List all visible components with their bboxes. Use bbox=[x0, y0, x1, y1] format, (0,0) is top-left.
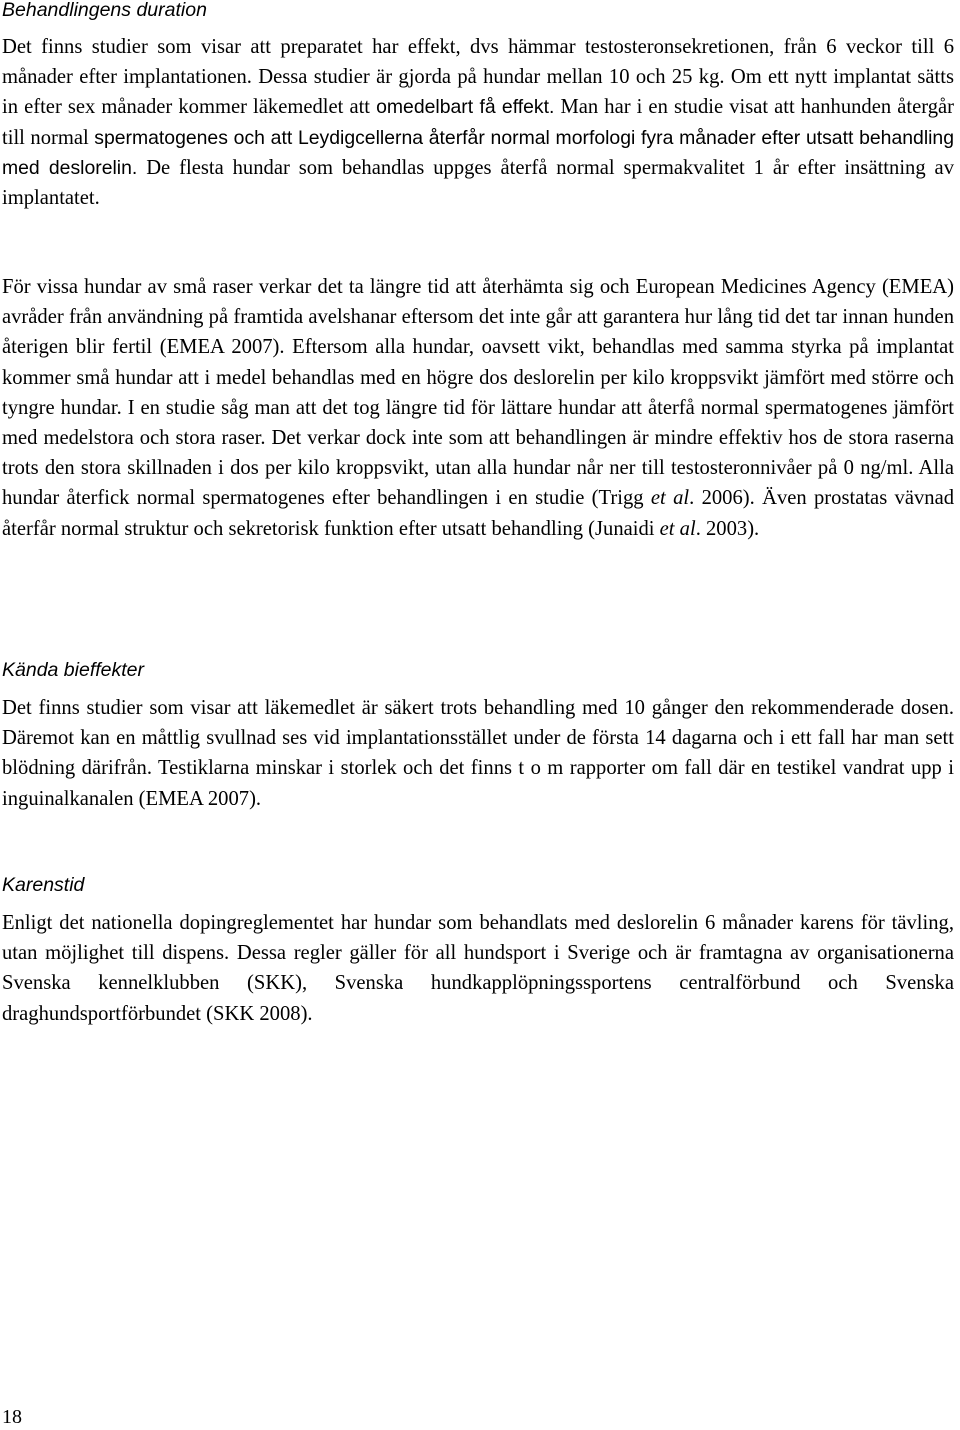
duration-paragraph-2 bbox=[2, 272, 954, 544]
duration-p2-text-a: För vissa hundar av små raser verkar det ta längre tid att återhämta sig och European Medicines Agency (EMEA) avråder från användning på framtida avelshanar eftersom det inte går att garantera hur lång tid det tar innan hunden återigen blir fertil (EMEA 2007). Eftersom alla hundar, oavsett vikt, behandlas med samma styrka på implantat kommer små hundar att i medel behandlas med en högre dos deslorelin per kilo kroppsvikt jämfört med större och tyngre hundar. I en studie såg man att det tog längre tid för lättare hundar att återfå normal spermatogenes jämfört med medelstora och stora raser. Det verkar dock inte som att behandlingen är mindre effektiv hos de stora raserna trots den stora skillnaden i dos per kilo kroppsvikt, utan alla hundar når ner till testosteronnivåer på 0 ng/ml. Alla hundar återfick normal spermatogenes efter behandlingen i en studie (Trigg bbox=[2, 276, 954, 510]
citation-et-al: et al bbox=[659, 517, 696, 540]
duration-p1-text-b: omedelbart få effekt. bbox=[376, 96, 555, 119]
side-effects-paragraph: Det finns studier som visar att läkemedlet är säkert trots behandling med 10 gånger den rekommenderade dosen. Däremot kan en måttlig svullnad ses vid implantationsstället under de första 14 dagarna och i ett fall har man sett blödning därifrån. Testiklarna minskar i storlek och det finns t o m rapporter om fall där en testikel vandrat upp i inguinalkanalen (EMEA 2007). bbox=[2, 697, 954, 810]
duration-p1-text-d: spermatogenes och att Leydigcellerna återfår normal morfologi fyra månader efter utsatt behandling med deslorelin. bbox=[2, 126, 954, 179]
section-heading-withdrawal: Karenstid bbox=[2, 874, 85, 896]
duration-p1-text-c: Man har i en studie visat att hanhunden återgår till normal bbox=[2, 96, 955, 149]
citation-et-al: et al bbox=[650, 487, 690, 510]
duration-paragraph-1 bbox=[2, 32, 954, 213]
page-number: 18 bbox=[2, 1406, 22, 1428]
duration-p2-text-b: . 2006). Även prostatas vävnad återfår normal struktur och sekretorisk funktion efter utsatt behandling (Junaidi bbox=[2, 487, 955, 540]
section-heading-duration: Behandlingens duration bbox=[2, 0, 207, 21]
duration-p1-text-a: Det finns studier som visar att preparatet har effekt, dvs hämmar testosteronsekretionen, från 6 veckor till 6 månader efter implantationen. Dessa studier är gjorda på hundar mellan 10 och 25 kg. Om ett nytt implantat sätts in efter sex månader kommer läkemedlet att bbox=[2, 36, 954, 119]
section-heading-side-effects: Kända bieffekter bbox=[2, 659, 145, 681]
duration-p2-text-c: . 2003). bbox=[695, 517, 760, 540]
withdrawal-paragraph: Enligt det nationella dopingreglementet har hundar som behandlats med deslorelin 6 månader karens för tävling, utan möjlighet till dispens. Dessa regler gäller för all hundsport i Sverige och är framtagna av organisationerna Svenska kennelklubben (SKK), Svenska hundkapplöpningssportens centralförbund och Svenska draghundsportförbundet (SKK 2008). bbox=[2, 912, 954, 1025]
duration-p1-text-e: De flesta hundar som behandlas uppges återfå normal spermakvalitet 1 år efter insättning av implantatet. bbox=[2, 156, 954, 210]
